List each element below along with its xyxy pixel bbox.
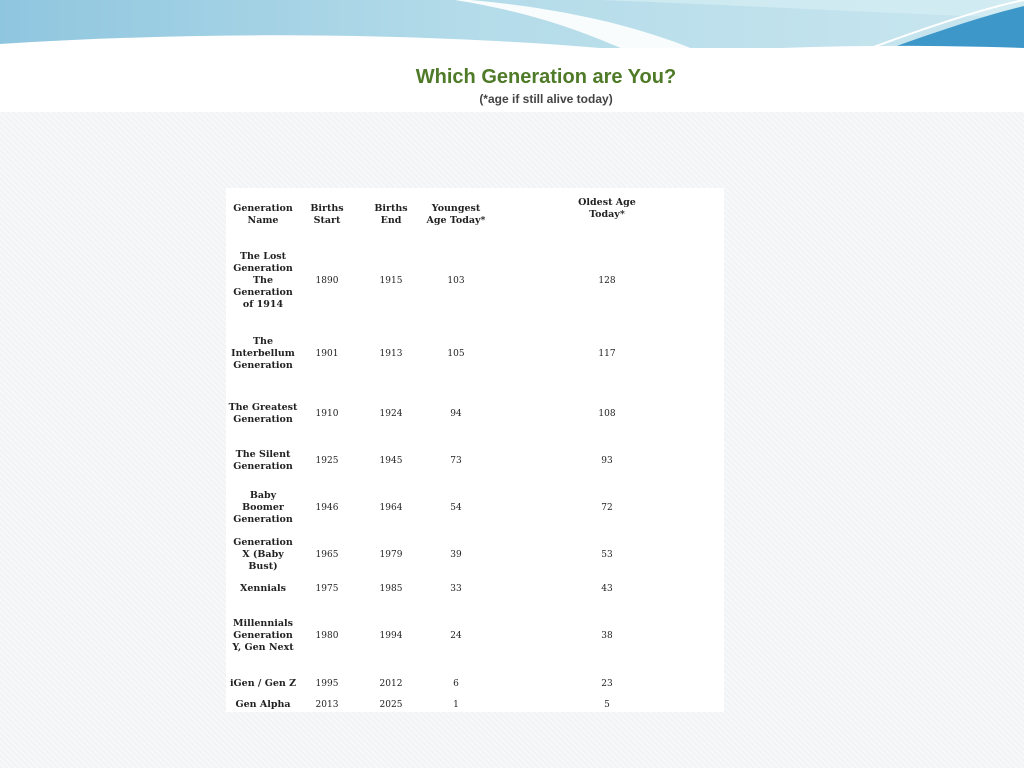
cell-births-start: 1965: [315, 550, 339, 560]
cell-generation-name: Xennials: [240, 583, 286, 594]
cell-births-start: 1901: [315, 349, 339, 359]
cell-youngest-age: 6: [453, 679, 459, 689]
cell-youngest-age: 94: [450, 409, 462, 419]
cell-births-start: 2013: [315, 700, 339, 710]
cell-births-start: 1925: [315, 456, 339, 466]
cell-generation-name: Gen Alpha: [235, 699, 291, 710]
cell-births-end: 1913: [379, 349, 403, 359]
cell-generation-name: The Greatest Generation: [228, 402, 298, 425]
cell-births-start: 1946: [315, 503, 339, 513]
cell-generation-name: Millennials Generation Y, Gen Next: [232, 618, 294, 653]
cell-births-end: 1964: [379, 503, 403, 513]
header-generation-name: Generation Name: [233, 203, 293, 226]
cell-births-end: 2025: [379, 700, 403, 710]
cell-youngest-age: 73: [450, 456, 462, 466]
cell-oldest-age: 38: [601, 631, 613, 641]
cell-births-start: 1980: [315, 631, 339, 641]
cell-oldest-age: 117: [598, 349, 616, 359]
cell-youngest-age: 39: [450, 550, 462, 560]
cell-generation-name: The Interbellum Generation: [231, 336, 295, 371]
cell-oldest-age: 128: [598, 276, 616, 286]
cell-generation-name: The Silent Generation: [233, 449, 293, 472]
cell-births-end: 1994: [379, 631, 403, 641]
cell-oldest-age: 108: [598, 409, 616, 419]
cell-oldest-age: 5: [604, 700, 610, 710]
header-youngest-age: Youngest Age Today*: [426, 203, 486, 226]
cell-births-start: 1995: [315, 679, 339, 689]
header-banner: [0, 0, 1024, 52]
cell-oldest-age: 43: [601, 584, 613, 594]
cell-oldest-age: 72: [601, 503, 613, 513]
cell-youngest-age: 105: [447, 349, 465, 359]
header-births-end: Births End: [374, 203, 408, 226]
cell-youngest-age: 1: [453, 700, 459, 710]
cell-oldest-age: 23: [601, 679, 613, 689]
cell-oldest-age: 53: [601, 550, 613, 560]
cell-generation-name: Baby Boomer Generation: [233, 490, 293, 525]
header-oldest-age: Oldest Age Today*: [578, 197, 636, 220]
header-births-start: Births Start: [310, 203, 344, 226]
cell-births-end: 1915: [379, 276, 403, 286]
cell-births-end: 1924: [379, 409, 403, 419]
page-subtitle: (*age if still alive today): [479, 92, 613, 106]
cell-births-end: 1985: [379, 584, 403, 594]
cell-births-start: 1975: [315, 584, 339, 594]
cell-youngest-age: 103: [447, 276, 465, 286]
cell-births-end: 2012: [379, 679, 403, 689]
cell-births-start: 1910: [315, 409, 339, 419]
cell-generation-name: Generation X (Baby Bust): [233, 537, 293, 572]
cell-youngest-age: 33: [450, 584, 462, 594]
cell-youngest-age: 24: [450, 631, 462, 641]
cell-births-end: 1945: [379, 456, 403, 466]
cell-oldest-age: 93: [601, 456, 613, 466]
cell-births-end: 1979: [379, 550, 403, 560]
page-title: Which Generation are You?: [415, 66, 677, 88]
cell-generation-name: The Lost Generation The Generation of 1914: [233, 251, 293, 310]
cell-births-start: 1890: [315, 276, 339, 286]
cell-generation-name: iGen / Gen Z: [229, 678, 297, 689]
cell-youngest-age: 54: [450, 503, 462, 513]
